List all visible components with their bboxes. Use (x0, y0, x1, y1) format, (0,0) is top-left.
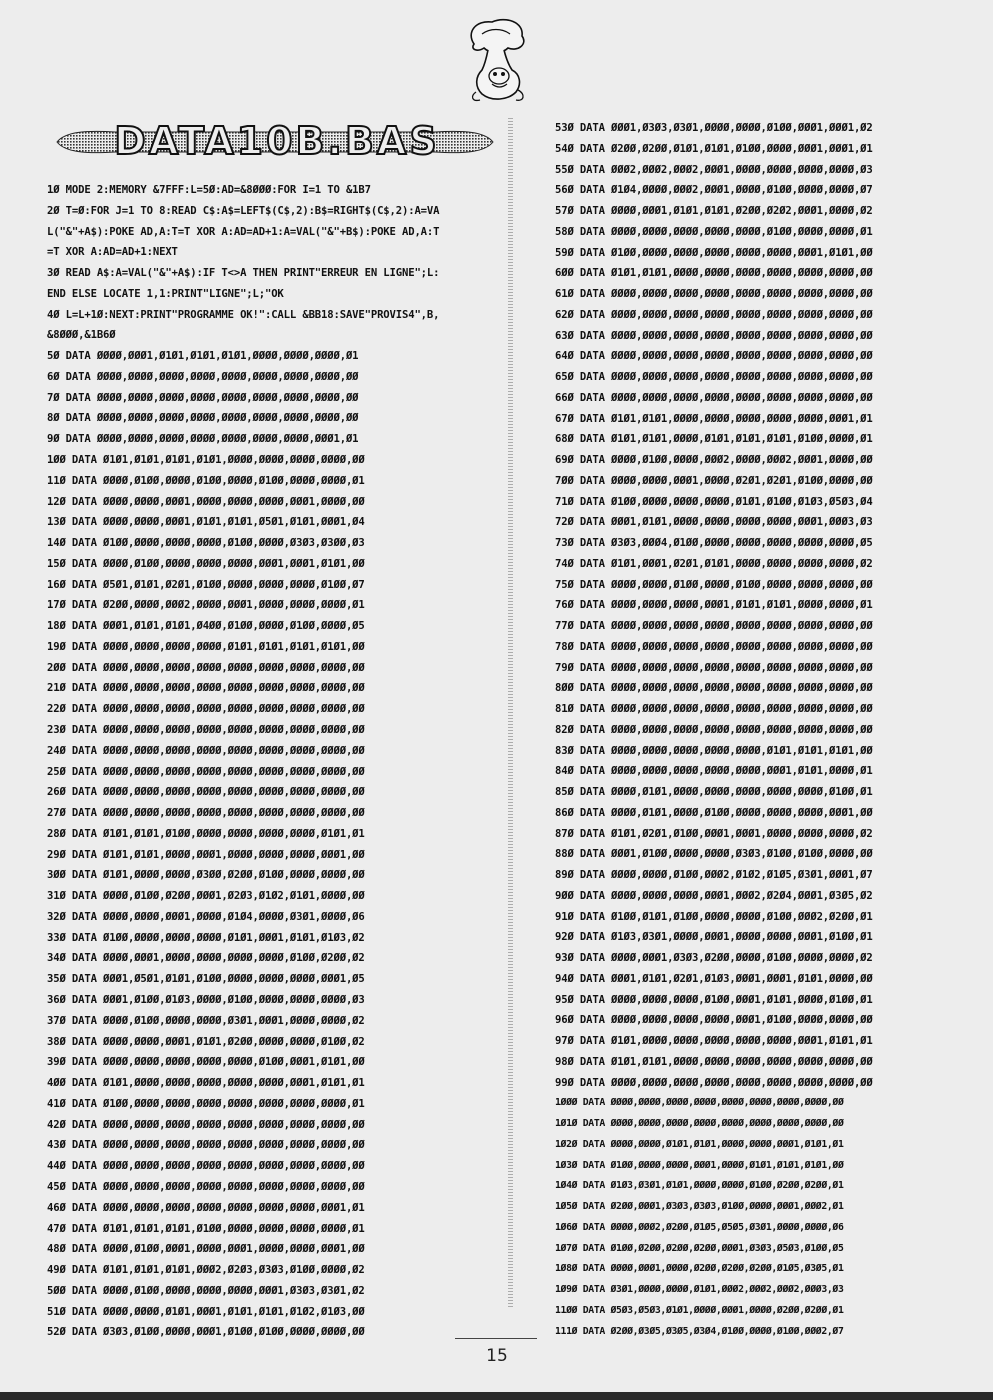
code-line: 8Ø DATA ØØØØ,ØØØØ,ØØØØ,ØØØØ,ØØØØ,ØØØØ,ØØØØ,ØØØØ,ØØ (47, 412, 359, 425)
code-line: 21Ø DATA ØØØØ,ØØØØ,ØØØØ,ØØØØ,ØØØØ,ØØØØ,ØØØØ,ØØØØ,ØØ (47, 682, 365, 695)
code-line: 68Ø DATA Ø1Ø1,Ø1Ø1,ØØØØ,Ø1Ø1,Ø1Ø1,Ø1Ø1,Ø1ØØ,ØØØØ,Ø1 (555, 433, 873, 446)
code-line: 2Ø T=Ø:FOR J=1 TO 8:READ C$:A$=LEFT$(C$,2):B$=RIGHT$(C$,2):A=VA (47, 204, 440, 217)
code-line: 1Ø5Ø DATA Ø2ØØ,ØØØ1,Ø3Ø3,Ø3Ø3,Ø1ØØ,ØØØØ,ØØØ1,ØØØ2,Ø1 (555, 1201, 844, 1212)
code-line: 15Ø DATA ØØØØ,Ø1ØØ,ØØØØ,ØØØØ,ØØØØ,ØØØ1,ØØØ1,Ø1Ø1,ØØ (47, 557, 365, 570)
code-line: 8ØØ DATA ØØØØ,ØØØØ,ØØØØ,ØØØØ,ØØØØ,ØØØØ,ØØØØ,ØØØØ,ØØ (555, 682, 873, 695)
code-line: 16Ø DATA Ø5Ø1,Ø1Ø1,Ø2Ø1,Ø1ØØ,ØØØØ,ØØØØ,ØØØØ,Ø1ØØ,Ø7 (47, 578, 365, 591)
code-line: 78Ø DATA ØØØØ,ØØØØ,ØØØØ,ØØØØ,ØØØØ,ØØØØ,ØØØØ,ØØØØ,ØØ (555, 640, 873, 653)
code-line: 5Ø DATA ØØØØ,ØØØ1,Ø1Ø1,Ø1Ø1,Ø1Ø1,ØØØØ,ØØØØ,ØØØØ,Ø1 (47, 350, 359, 363)
code-line: 41Ø DATA Ø1ØØ,ØØØØ,ØØØØ,ØØØØ,ØØØØ,ØØØØ,ØØØØ,ØØØØ,Ø1 (47, 1097, 365, 1110)
code-line: 1Ø3Ø DATA Ø1ØØ,ØØØØ,ØØØØ,ØØØ1,ØØØØ,Ø1Ø1,Ø1Ø1,Ø1Ø1,ØØ (555, 1159, 844, 1171)
code-line: 82Ø DATA ØØØØ,ØØØØ,ØØØØ,ØØØØ,ØØØØ,ØØØØ,ØØØØ,ØØØØ,ØØ (555, 723, 873, 736)
code-line: 39Ø DATA ØØØØ,ØØØØ,ØØØØ,ØØØØ,ØØØØ,Ø1ØØ,ØØØ1,Ø1Ø1,ØØ (47, 1056, 365, 1069)
code-line: 55Ø DATA ØØØ2,ØØØ2,ØØØ2,ØØØ1,ØØØØ,ØØØØ,ØØØØ,ØØØØ,Ø3 (555, 163, 873, 176)
code-line: 9Ø DATA ØØØØ,ØØØØ,ØØØØ,ØØØØ,ØØØØ,ØØØØ,ØØØØ,ØØØ1,Ø1 (47, 433, 359, 446)
code-line: 1ØØ DATA Ø1Ø1,Ø1Ø1,Ø1Ø1,Ø1Ø1,ØØØØ,ØØØØ,ØØØØ,ØØØØ,ØØ (47, 454, 365, 466)
code-line: 12Ø DATA ØØØØ,ØØØØ,ØØØ1,ØØØØ,ØØØØ,ØØØØ,ØØØ1,ØØØØ,ØØ (47, 495, 365, 508)
code-line: =T XOR A:AD=AD+1:NEXT (47, 246, 178, 259)
code-line: 64Ø DATA ØØØØ,ØØØØ,ØØØØ,ØØØØ,ØØØØ,ØØØØ,ØØØØ,ØØØØ,ØØ (555, 350, 873, 363)
code-line: 28Ø DATA Ø1Ø1,Ø1Ø1,Ø1ØØ,ØØØØ,ØØØØ,ØØØØ,ØØØØ,Ø1Ø1,Ø1 (47, 827, 365, 840)
cartoon-figure-icon (462, 14, 532, 104)
code-line: 23Ø DATA ØØØØ,ØØØØ,ØØØØ,ØØØØ,ØØØØ,ØØØØ,ØØØØ,ØØØØ,ØØ (47, 724, 365, 737)
code-line: 3Ø READ A$:A=VAL("&"+A$):IF T<>A THEN PRINT"ERREUR EN LIGNE";L: (47, 267, 440, 280)
page-number: 15 (486, 1346, 508, 1366)
code-line: 2ØØ DATA ØØØØ,ØØØØ,ØØØØ,ØØØØ,ØØØØ,ØØØØ,ØØØØ,ØØØØ,ØØ (47, 661, 365, 674)
code-line: 75Ø DATA ØØØØ,ØØØØ,Ø1ØØ,ØØØØ,Ø1ØØ,ØØØØ,ØØØØ,ØØØØ,ØØ (555, 578, 873, 591)
code-line: 98Ø DATA Ø1Ø1,Ø1Ø1,ØØØØ,ØØØØ,ØØØØ,ØØØØ,ØØØØ,ØØØØ,ØØ (555, 1055, 873, 1068)
code-line: L("&"+A$):POKE AD,A:T=T XOR A:AD=AD+1:A=VAL("&"+B$):POKE AD,A:T (47, 225, 440, 238)
code-line: 36Ø DATA ØØØ1,Ø1ØØ,Ø1Ø3,ØØØØ,Ø1ØØ,ØØØØ,ØØØØ,ØØØØ,Ø3 (47, 994, 365, 1007)
code-line: 72Ø DATA ØØØ1,Ø1Ø1,ØØØØ,ØØØØ,ØØØØ,ØØØØ,ØØØ1,ØØØ3,Ø3 (555, 516, 873, 529)
code-line: 32Ø DATA ØØØØ,ØØØØ,ØØØ1,ØØØØ,Ø1Ø4,ØØØØ,Ø3Ø1,ØØØØ,Ø6 (47, 910, 365, 923)
code-line: 49Ø DATA Ø1Ø1,Ø1Ø1,Ø1Ø1,ØØØ2,Ø2Ø3,Ø3Ø3,Ø1ØØ,ØØØØ,Ø2 (47, 1264, 365, 1277)
code-line: 19Ø DATA ØØØØ,ØØØØ,ØØØØ,ØØØØ,Ø1Ø1,Ø1Ø1,Ø1Ø1,Ø1Ø1,ØØ (47, 640, 365, 653)
code-line: 4ØØ DATA Ø1Ø1,ØØØØ,ØØØØ,ØØØØ,ØØØØ,ØØØØ,ØØØ1,Ø1Ø1,Ø1 (47, 1077, 365, 1090)
code-line: 51Ø DATA ØØØØ,ØØØØ,Ø1Ø1,ØØØ1,Ø1Ø1,Ø1Ø1,Ø1Ø2,Ø1Ø3,ØØ (47, 1305, 365, 1318)
code-line: 58Ø DATA ØØØØ,ØØØØ,ØØØØ,ØØØØ,ØØØØ,Ø1ØØ,ØØØØ,ØØØØ,Ø1 (555, 225, 873, 238)
code-line: 96Ø DATA ØØØØ,ØØØØ,ØØØØ,ØØØØ,ØØØ1,Ø1ØØ,ØØØØ,ØØØØ,ØØ (555, 1014, 873, 1027)
code-line: 79Ø DATA ØØØØ,ØØØØ,ØØØØ,ØØØØ,ØØØØ,ØØØØ,ØØØØ,ØØØØ,ØØ (555, 661, 873, 674)
code-line: 84Ø DATA ØØØØ,ØØØØ,ØØØØ,ØØØØ,ØØØØ,ØØØ1,Ø1Ø1,ØØØØ,Ø1 (555, 765, 873, 778)
code-line: 91Ø DATA Ø1ØØ,Ø1Ø1,Ø1ØØ,ØØØØ,ØØØØ,Ø1ØØ,ØØØ2,Ø2ØØ,Ø1 (555, 910, 873, 923)
code-line: &8ØØØ,&1B6Ø (47, 329, 116, 342)
code-line: 6ØØ DATA Ø1Ø1,Ø1Ø1,ØØØØ,ØØØØ,ØØØØ,ØØØØ,ØØØØ,ØØØØ,ØØ (555, 267, 873, 280)
code-line: 6Ø DATA ØØØØ,ØØØØ,ØØØØ,ØØØØ,ØØØØ,ØØØØ,ØØØØ,ØØØØ,ØØ (47, 370, 359, 383)
code-line: 7Ø DATA ØØØØ,ØØØØ,ØØØØ,ØØØØ,ØØØØ,ØØØØ,ØØØØ,ØØØØ,ØØ (47, 391, 359, 404)
code-line: 87Ø DATA Ø1Ø1,Ø2Ø1,Ø1ØØ,ØØØ1,ØØØ1,ØØØØ,ØØØØ,ØØØØ,Ø2 (555, 827, 873, 840)
code-line: 92Ø DATA Ø1Ø3,Ø3Ø1,ØØØØ,ØØØ1,ØØØØ,ØØØØ,ØØØ1,Ø1ØØ,Ø1 (555, 931, 873, 944)
code-line: 1Ø9Ø DATA Ø3Ø1,ØØØØ,ØØØØ,Ø1Ø1,ØØØ2,ØØØ2,ØØØ2,ØØØ3,Ø3 (555, 1284, 844, 1295)
code-line: 13Ø DATA ØØØØ,ØØØØ,ØØØ1,Ø1Ø1,Ø1Ø1,Ø5Ø1,Ø1Ø1,ØØØ1,Ø4 (47, 516, 365, 529)
code-line: 71Ø DATA Ø1ØØ,ØØØØ,ØØØØ,ØØØØ,Ø1Ø1,Ø1ØØ,Ø1Ø3,Ø5Ø3,Ø4 (555, 495, 873, 508)
code-line: 52Ø DATA Ø3Ø3,Ø1ØØ,ØØØØ,ØØØ1,Ø1ØØ,Ø1ØØ,ØØØØ,ØØØØ,ØØ (47, 1326, 365, 1339)
code-line: 1Ø1Ø DATA ØØØØ,ØØØØ,ØØØØ,ØØØØ,ØØØØ,ØØØØ,ØØØØ,ØØØØ,ØØ (555, 1118, 844, 1129)
code-line: 86Ø DATA ØØØØ,Ø1Ø1,ØØØØ,Ø1ØØ,ØØØØ,ØØØØ,ØØØØ,ØØØ1,ØØ (555, 806, 873, 819)
code-line: 97Ø DATA Ø1Ø1,ØØØØ,ØØØØ,ØØØØ,ØØØØ,ØØØØ,ØØØ1,Ø1Ø1,Ø1 (555, 1035, 873, 1047)
code-line: 99Ø DATA ØØØØ,ØØØØ,ØØØØ,ØØØØ,ØØØØ,ØØØØ,ØØØØ,ØØØØ,ØØ (555, 1076, 873, 1089)
code-line: 88Ø DATA ØØØ1,Ø1ØØ,ØØØØ,ØØØØ,Ø3Ø3,Ø1ØØ,Ø1ØØ,ØØØØ,ØØ (555, 848, 873, 861)
code-line: 26Ø DATA ØØØØ,ØØØØ,ØØØØ,ØØØØ,ØØØØ,ØØØØ,ØØØØ,ØØØØ,ØØ (47, 786, 365, 799)
code-line: 47Ø DATA Ø1Ø1,Ø1Ø1,Ø1Ø1,Ø1ØØ,ØØØØ,ØØØØ,ØØØØ,ØØØØ,Ø1 (47, 1222, 365, 1235)
code-line: 17Ø DATA Ø2ØØ,ØØØØ,ØØØ2,ØØØØ,ØØØ1,ØØØØ,ØØØØ,ØØØØ,Ø1 (47, 599, 365, 612)
code-line: 66Ø DATA ØØØØ,ØØØØ,ØØØØ,ØØØØ,ØØØØ,ØØØØ,ØØØØ,ØØØØ,ØØ (555, 391, 873, 404)
code-line: 42Ø DATA ØØØØ,ØØØØ,ØØØØ,ØØØØ,ØØØØ,ØØØØ,ØØØØ,ØØØØ,ØØ (47, 1118, 365, 1131)
code-line: 43Ø DATA ØØØØ,ØØØØ,ØØØØ,ØØØØ,ØØØØ,ØØØØ,ØØØØ,ØØØØ,ØØ (47, 1139, 365, 1152)
code-line: 48Ø DATA ØØØØ,Ø1ØØ,ØØØ1,ØØØØ,ØØØ1,ØØØØ,ØØØØ,ØØØ1,ØØ (47, 1243, 365, 1256)
code-line: 11ØØ DATA Ø5Ø3,Ø5Ø3,Ø1Ø1,ØØØØ,ØØØ1,ØØØØ,Ø2ØØ,Ø2ØØ,Ø1 (555, 1304, 844, 1316)
code-line: 18Ø DATA ØØØ1,Ø1Ø1,Ø1Ø1,Ø4ØØ,Ø1ØØ,ØØØØ,Ø1ØØ,ØØØØ,Ø5 (47, 620, 365, 633)
code-line: 35Ø DATA ØØØ1,Ø5Ø1,Ø1Ø1,Ø1ØØ,ØØØØ,ØØØØ,ØØØØ,ØØØ1,Ø5 (47, 973, 365, 986)
code-line: 22Ø DATA ØØØØ,ØØØØ,ØØØØ,ØØØØ,ØØØØ,ØØØØ,ØØØØ,ØØØØ,ØØ (47, 703, 365, 716)
column-divider (508, 118, 513, 1308)
code-line: 14Ø DATA Ø1ØØ,ØØØØ,ØØØØ,ØØØØ,Ø1ØØ,ØØØØ,Ø3Ø3,Ø3ØØ,Ø3 (47, 537, 365, 550)
code-line: 3ØØ DATA Ø1Ø1,ØØØØ,ØØØØ,Ø3ØØ,Ø2ØØ,Ø1ØØ,ØØØØ,ØØØØ,ØØ (47, 869, 365, 882)
code-line: 31Ø DATA ØØØØ,Ø1ØØ,Ø2ØØ,ØØØ1,Ø2Ø3,Ø1Ø2,Ø1Ø1,ØØØØ,ØØ (47, 890, 365, 903)
code-line: 46Ø DATA ØØØØ,ØØØØ,ØØØØ,ØØØØ,ØØØØ,ØØØØ,ØØØØ,ØØØ1,Ø1 (47, 1201, 365, 1214)
code-line: END ELSE LOCATE 1,1:PRINT"LIGNE";L;"OK (47, 287, 284, 300)
code-line: 33Ø DATA Ø1ØØ,ØØØØ,ØØØØ,ØØØØ,Ø1Ø1,ØØØ1,Ø1Ø1,Ø1Ø3,Ø2 (47, 931, 365, 944)
code-line: 57Ø DATA ØØØØ,ØØØ1,Ø1Ø1,Ø1Ø1,Ø2ØØ,Ø2Ø2,ØØØ1,ØØØØ,Ø2 (555, 205, 873, 217)
code-line: 1ØØØ DATA ØØØØ,ØØØØ,ØØØØ,ØØØØ,ØØØØ,ØØØØ,ØØØØ,ØØØØ,ØØ (555, 1097, 844, 1109)
code-line: 89Ø DATA ØØØØ,ØØØØ,Ø1ØØ,ØØØ2,Ø1Ø2,Ø1Ø5,Ø3Ø1,ØØØ1,Ø7 (555, 869, 873, 881)
code-line: 94Ø DATA ØØØ1,Ø1Ø1,Ø2Ø1,Ø1Ø3,ØØØ1,ØØØ1,Ø1Ø1,ØØØØ,ØØ (555, 972, 873, 985)
page-title: DATA10B.BAS (114, 119, 440, 163)
code-line: 76Ø DATA ØØØØ,ØØØØ,ØØØØ,ØØØ1,Ø1Ø1,Ø1Ø1,ØØØØ,ØØØØ,Ø1 (555, 599, 873, 612)
code-line: 11Ø DATA ØØØØ,Ø1ØØ,ØØØØ,Ø1ØØ,ØØØØ,Ø1ØØ,ØØØØ,ØØØØ,Ø1 (47, 474, 365, 487)
code-line: 27Ø DATA ØØØØ,ØØØØ,ØØØØ,ØØØØ,ØØØØ,ØØØØ,ØØØØ,ØØØØ,ØØ (47, 807, 365, 820)
code-line: 9ØØ DATA ØØØØ,ØØØØ,ØØØØ,ØØØ1,ØØØ2,Ø2Ø4,ØØØ1,Ø3Ø5,Ø2 (555, 889, 873, 902)
code-line: 63Ø DATA ØØØØ,ØØØØ,ØØØØ,ØØØØ,ØØØØ,ØØØØ,ØØØØ,ØØØØ,ØØ (555, 329, 873, 342)
code-line: 61Ø DATA ØØØØ,ØØØØ,ØØØØ,ØØØØ,ØØØØ,ØØØØ,ØØØØ,ØØØØ,ØØ (555, 288, 873, 300)
code-line: 53Ø DATA ØØØ1,Ø3Ø3,Ø3Ø1,ØØØØ,ØØØØ,Ø1ØØ,ØØØ1,ØØØ1,Ø2 (555, 122, 873, 134)
code-line: 4Ø L=L+1Ø:NEXT:PRINT"PROGRAMME OK!":CALL &BB18:SAVE"PROVIS4",B, (47, 308, 440, 321)
code-line: 59Ø DATA Ø1ØØ,ØØØØ,ØØØØ,ØØØØ,ØØØØ,ØØØØ,ØØØ1,Ø1Ø1,ØØ (555, 246, 873, 259)
code-line: 1Ø7Ø DATA Ø1ØØ,Ø2ØØ,Ø2ØØ,Ø2ØØ,ØØØ1,Ø3Ø3,Ø5Ø3,Ø1ØØ,Ø5 (555, 1242, 844, 1254)
code-line: 77Ø DATA ØØØØ,ØØØØ,ØØØØ,ØØØØ,ØØØØ,ØØØØ,ØØØØ,ØØØØ,ØØ (555, 620, 873, 632)
scan-bottom-edge (0, 1392, 993, 1400)
code-line: 37Ø DATA ØØØØ,Ø1ØØ,ØØØØ,ØØØØ,Ø3Ø1,ØØØ1,ØØØØ,ØØØØ,Ø2 (47, 1014, 365, 1027)
code-line: 1Ø4Ø DATA Ø1Ø3,Ø3Ø1,Ø1Ø1,ØØØØ,ØØØØ,Ø1ØØ,Ø2ØØ,Ø2ØØ,Ø1 (555, 1180, 844, 1192)
code-line: 85Ø DATA ØØØØ,Ø1Ø1,ØØØØ,ØØØØ,ØØØØ,ØØØØ,ØØØØ,Ø1ØØ,Ø1 (555, 786, 873, 798)
code-line: 67Ø DATA Ø1Ø1,Ø1Ø1,ØØØØ,ØØØØ,ØØØØ,ØØØØ,ØØØØ,ØØØ1,Ø1 (555, 412, 873, 425)
code-line: 34Ø DATA ØØØØ,ØØØ1,ØØØØ,ØØØØ,ØØØØ,ØØØØ,Ø1ØØ,Ø2ØØ,Ø2 (47, 952, 365, 965)
footer-rule (455, 1338, 537, 1339)
code-line: 56Ø DATA Ø1Ø4,ØØØØ,ØØØ2,ØØØ1,ØØØØ,Ø1ØØ,ØØØØ,ØØØØ,Ø7 (555, 184, 873, 197)
code-line: 93Ø DATA ØØØØ,ØØØ1,Ø3Ø3,Ø2ØØ,ØØØØ,Ø1ØØ,ØØØØ,ØØØØ,Ø2 (555, 952, 873, 964)
code-line: 73Ø DATA Ø3Ø3,ØØØ4,Ø1ØØ,ØØØØ,ØØØØ,ØØØØ,ØØØØ,ØØØØ,Ø5 (555, 537, 873, 549)
code-line: 83Ø DATA ØØØØ,ØØØØ,ØØØØ,ØØØØ,ØØØØ,Ø1Ø1,Ø1Ø1,Ø1Ø1,ØØ (555, 744, 873, 757)
code-line: 44Ø DATA ØØØØ,ØØØØ,ØØØØ,ØØØØ,ØØØØ,ØØØØ,ØØØØ,ØØØØ,ØØ (47, 1160, 365, 1173)
code-line: 5ØØ DATA ØØØØ,Ø1ØØ,ØØØØ,ØØØØ,ØØØØ,ØØØ1,Ø3Ø3,Ø3Ø1,Ø2 (47, 1284, 365, 1297)
code-line: 25Ø DATA ØØØØ,ØØØØ,ØØØØ,ØØØØ,ØØØØ,ØØØØ,ØØØØ,ØØØØ,ØØ (47, 765, 365, 778)
code-line: 81Ø DATA ØØØØ,ØØØØ,ØØØØ,ØØØØ,ØØØØ,ØØØØ,ØØØØ,ØØØØ,ØØ (555, 703, 873, 715)
code-line: 111Ø DATA Ø2ØØ,Ø3Ø5,Ø3Ø5,Ø3Ø4,Ø1ØØ,ØØØØ,Ø1ØØ,ØØØ2,Ø7 (555, 1325, 844, 1337)
code-line: 69Ø DATA ØØØØ,Ø1ØØ,ØØØØ,ØØØ2,ØØØØ,ØØØ2,ØØØ1,ØØØØ,ØØ (555, 454, 873, 466)
code-line: 38Ø DATA ØØØØ,ØØØØ,ØØØ1,Ø1Ø1,Ø2ØØ,ØØØØ,ØØØØ,Ø1ØØ,Ø2 (47, 1035, 365, 1048)
code-line: 1Ø2Ø DATA ØØØØ,ØØØØ,Ø1Ø1,Ø1Ø1,ØØØØ,ØØØØ,ØØØ1,Ø1Ø1,Ø1 (555, 1138, 844, 1150)
code-line: 1Ø8Ø DATA ØØØØ,ØØØ1,ØØØØ,Ø2ØØ,Ø2ØØ,Ø2ØØ,Ø1Ø5,Ø3Ø5,Ø1 (555, 1263, 844, 1275)
code-line: 65Ø DATA ØØØØ,ØØØØ,ØØØØ,ØØØØ,ØØØØ,ØØØØ,ØØØØ,ØØØØ,ØØ (555, 371, 873, 383)
code-line: 62Ø DATA ØØØØ,ØØØØ,ØØØØ,ØØØØ,ØØØØ,ØØØØ,ØØØØ,ØØØØ,ØØ (555, 308, 873, 321)
code-line: 54Ø DATA Ø2ØØ,Ø2ØØ,Ø1Ø1,Ø1Ø1,Ø1ØØ,ØØØØ,ØØØ1,ØØØ1,Ø1 (555, 142, 873, 155)
code-line: 1Ø MODE 2:MEMORY &7FFF:L=5Ø:AD=&8ØØØ:FOR I=1 TO &1B7 (47, 184, 371, 196)
code-line: 1Ø6Ø DATA ØØØØ,ØØØ2,Ø2ØØ,Ø1Ø5,Ø5Ø5,Ø3Ø1,ØØØØ,ØØØØ,Ø6 (555, 1221, 844, 1233)
code-line: 95Ø DATA ØØØØ,ØØØØ,ØØØØ,Ø1ØØ,ØØØ1,Ø1Ø1,ØØØØ,Ø1ØØ,Ø1 (555, 993, 873, 1006)
code-line: 24Ø DATA ØØØØ,ØØØØ,ØØØØ,ØØØØ,ØØØØ,ØØØØ,ØØØØ,ØØØØ,ØØ (47, 744, 365, 757)
code-line: 45Ø DATA ØØØØ,ØØØØ,ØØØØ,ØØØØ,ØØØØ,ØØØØ,ØØØØ,ØØØØ,ØØ (47, 1180, 365, 1193)
code-line: 74Ø DATA Ø1Ø1,ØØØ1,Ø2Ø1,Ø1Ø1,ØØØØ,ØØØØ,ØØØØ,ØØØØ,Ø2 (555, 557, 873, 570)
code-line: 7ØØ DATA ØØØØ,ØØØØ,ØØØ1,ØØØØ,Ø2Ø1,Ø2Ø1,Ø1ØØ,ØØØØ,ØØ (555, 474, 873, 487)
code-line: 29Ø DATA Ø1Ø1,Ø1Ø1,ØØØØ,ØØØ1,ØØØØ,ØØØØ,ØØØØ,ØØØ1,ØØ (47, 848, 365, 861)
